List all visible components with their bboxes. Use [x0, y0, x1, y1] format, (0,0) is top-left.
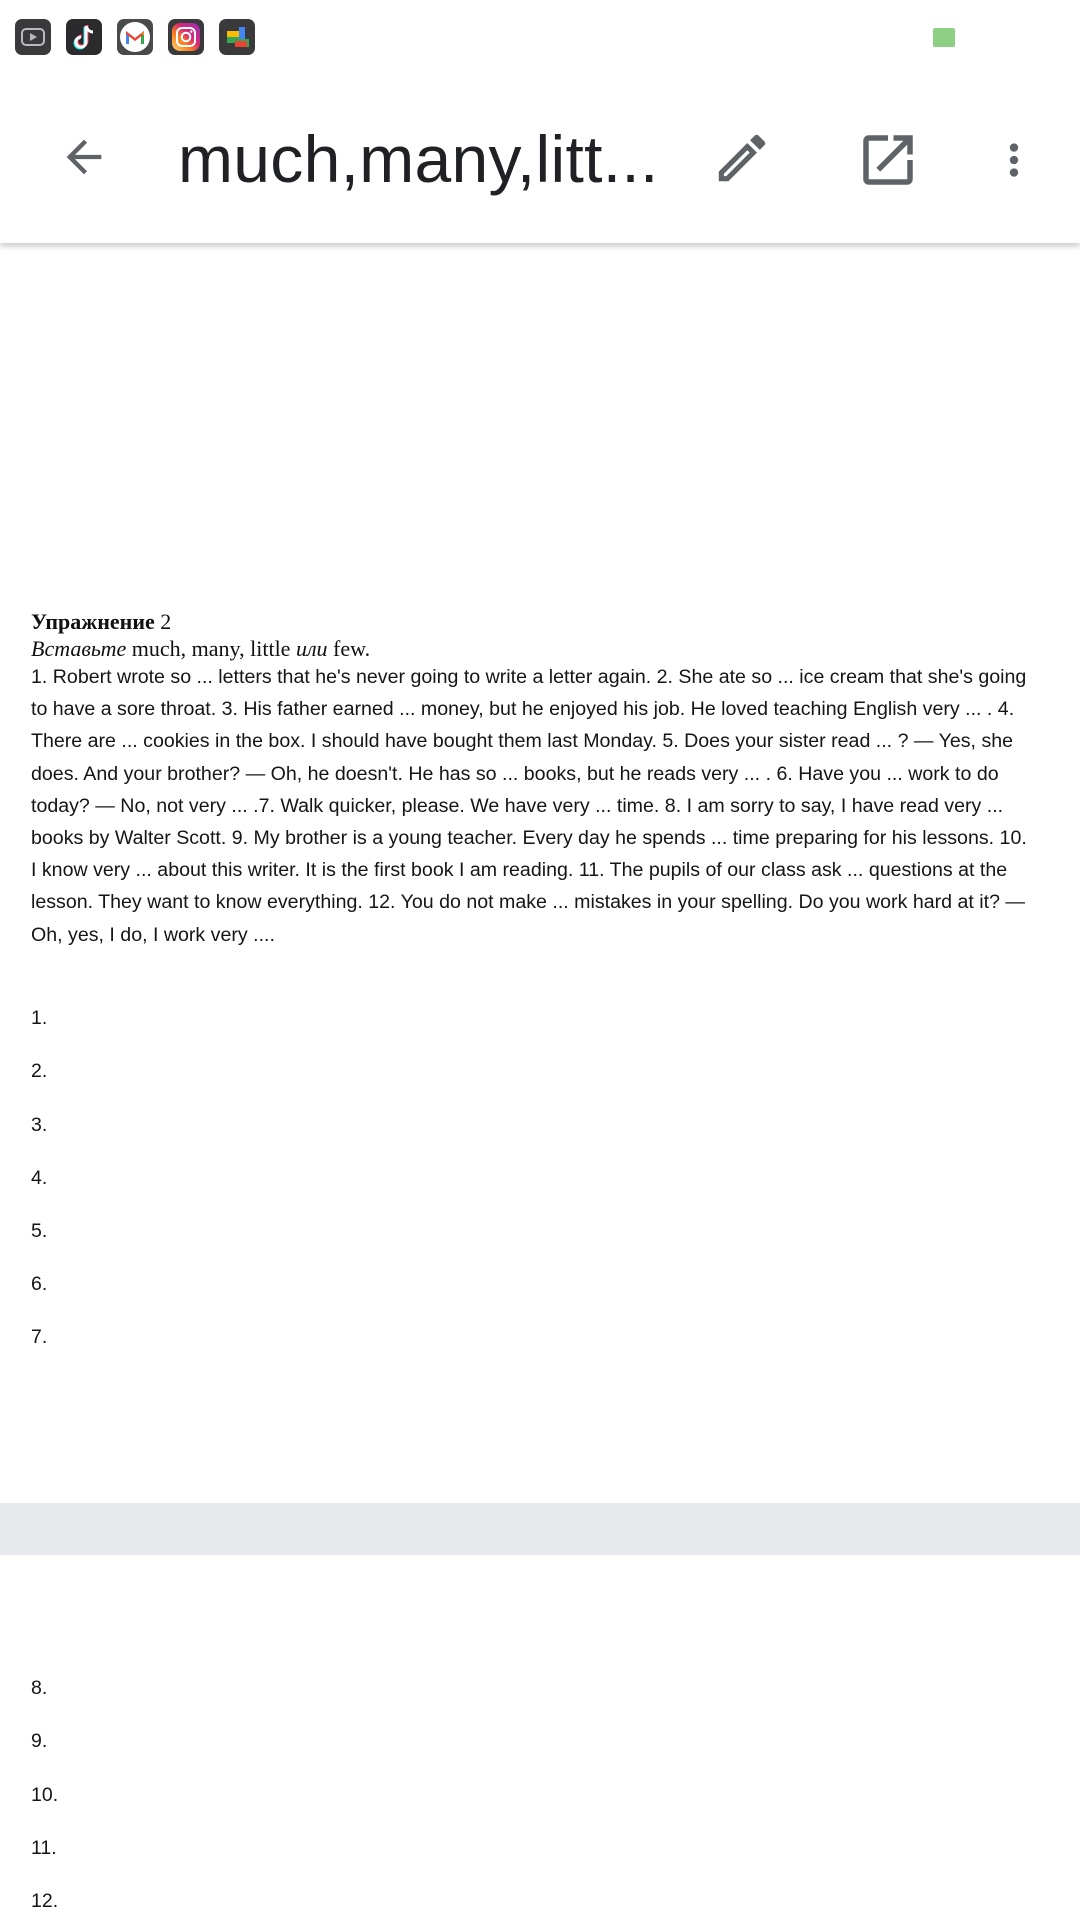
answer-line: 12. — [31, 1890, 59, 1912]
play-games-icon — [219, 19, 255, 55]
app-bar — [0, 75, 1080, 243]
answer-line: 9. — [31, 1730, 48, 1752]
answer-line: 10. — [31, 1784, 59, 1806]
more-vert-icon — [989, 130, 1039, 190]
answer-line: 4. — [31, 1167, 48, 1189]
tiktok-icon — [66, 19, 102, 55]
answer-line: 6. — [31, 1273, 48, 1295]
answer-line: 3. — [31, 1114, 48, 1136]
open-in-new-button[interactable] — [853, 125, 923, 195]
edit-button[interactable] — [707, 123, 777, 193]
open-in-new-icon — [855, 127, 921, 193]
exercise-instruction: Вставьте much, many, little или few. — [31, 636, 371, 661]
answer-line: 1. — [31, 1007, 48, 1029]
instagram-icon — [168, 19, 204, 55]
document-page-2 — [0, 1555, 1080, 1920]
document-title: much,many,litt... — [178, 122, 659, 196]
answer-line: 7. — [31, 1326, 48, 1348]
back-button[interactable] — [52, 125, 116, 189]
pencil-icon — [711, 127, 773, 189]
youtube-icon — [15, 19, 51, 55]
more-options-button[interactable] — [989, 125, 1039, 195]
arrow-back-icon — [58, 131, 110, 183]
answer-line: 2. — [31, 1060, 48, 1082]
exercise-heading: Упражнение 2 — [31, 609, 172, 634]
battery-indicator — [933, 28, 955, 47]
answer-line: 8. — [31, 1677, 48, 1699]
answer-line: 5. — [31, 1220, 48, 1242]
exercise-body-text: 1. Robert wrote so ... letters that he's never going to write a letter again. 2. She ate so ... ice cream that she's going to have a sore throat. 3. His father earned ... money, but he enjoyed his job. He loved teaching English very ... . 4. There are ... cookies in the box. I should have bought them last Monday. 5. Does your sister read ... ? — Yes, she does. And your brother? — Oh, he doesn't. He has so ... books, but he reads very ... . 6. Have you ... work to do today? — No, not very ... .7. Walk quicker, please. We have very ... time. 8. I am sorry to say, I have read very ... books by Walter Scott. 9. My brother is a young teacher. Every day he spends ... time preparing for his lessons. 10. I know very ... about this writer. It is the first book I am reading. 11. The pupils of our class ask ... questions at the lesson. They want to know everything. 12. You do not make ... mistakes in your spelling. Do you work hard at it? — Oh, yes, I do, I work very .... — [31, 666, 1027, 946]
status-bar — [0, 0, 1080, 75]
answer-line: 11. — [31, 1837, 57, 1859]
document-page-1 — [0, 243, 1080, 1503]
gmail-icon — [117, 19, 153, 55]
